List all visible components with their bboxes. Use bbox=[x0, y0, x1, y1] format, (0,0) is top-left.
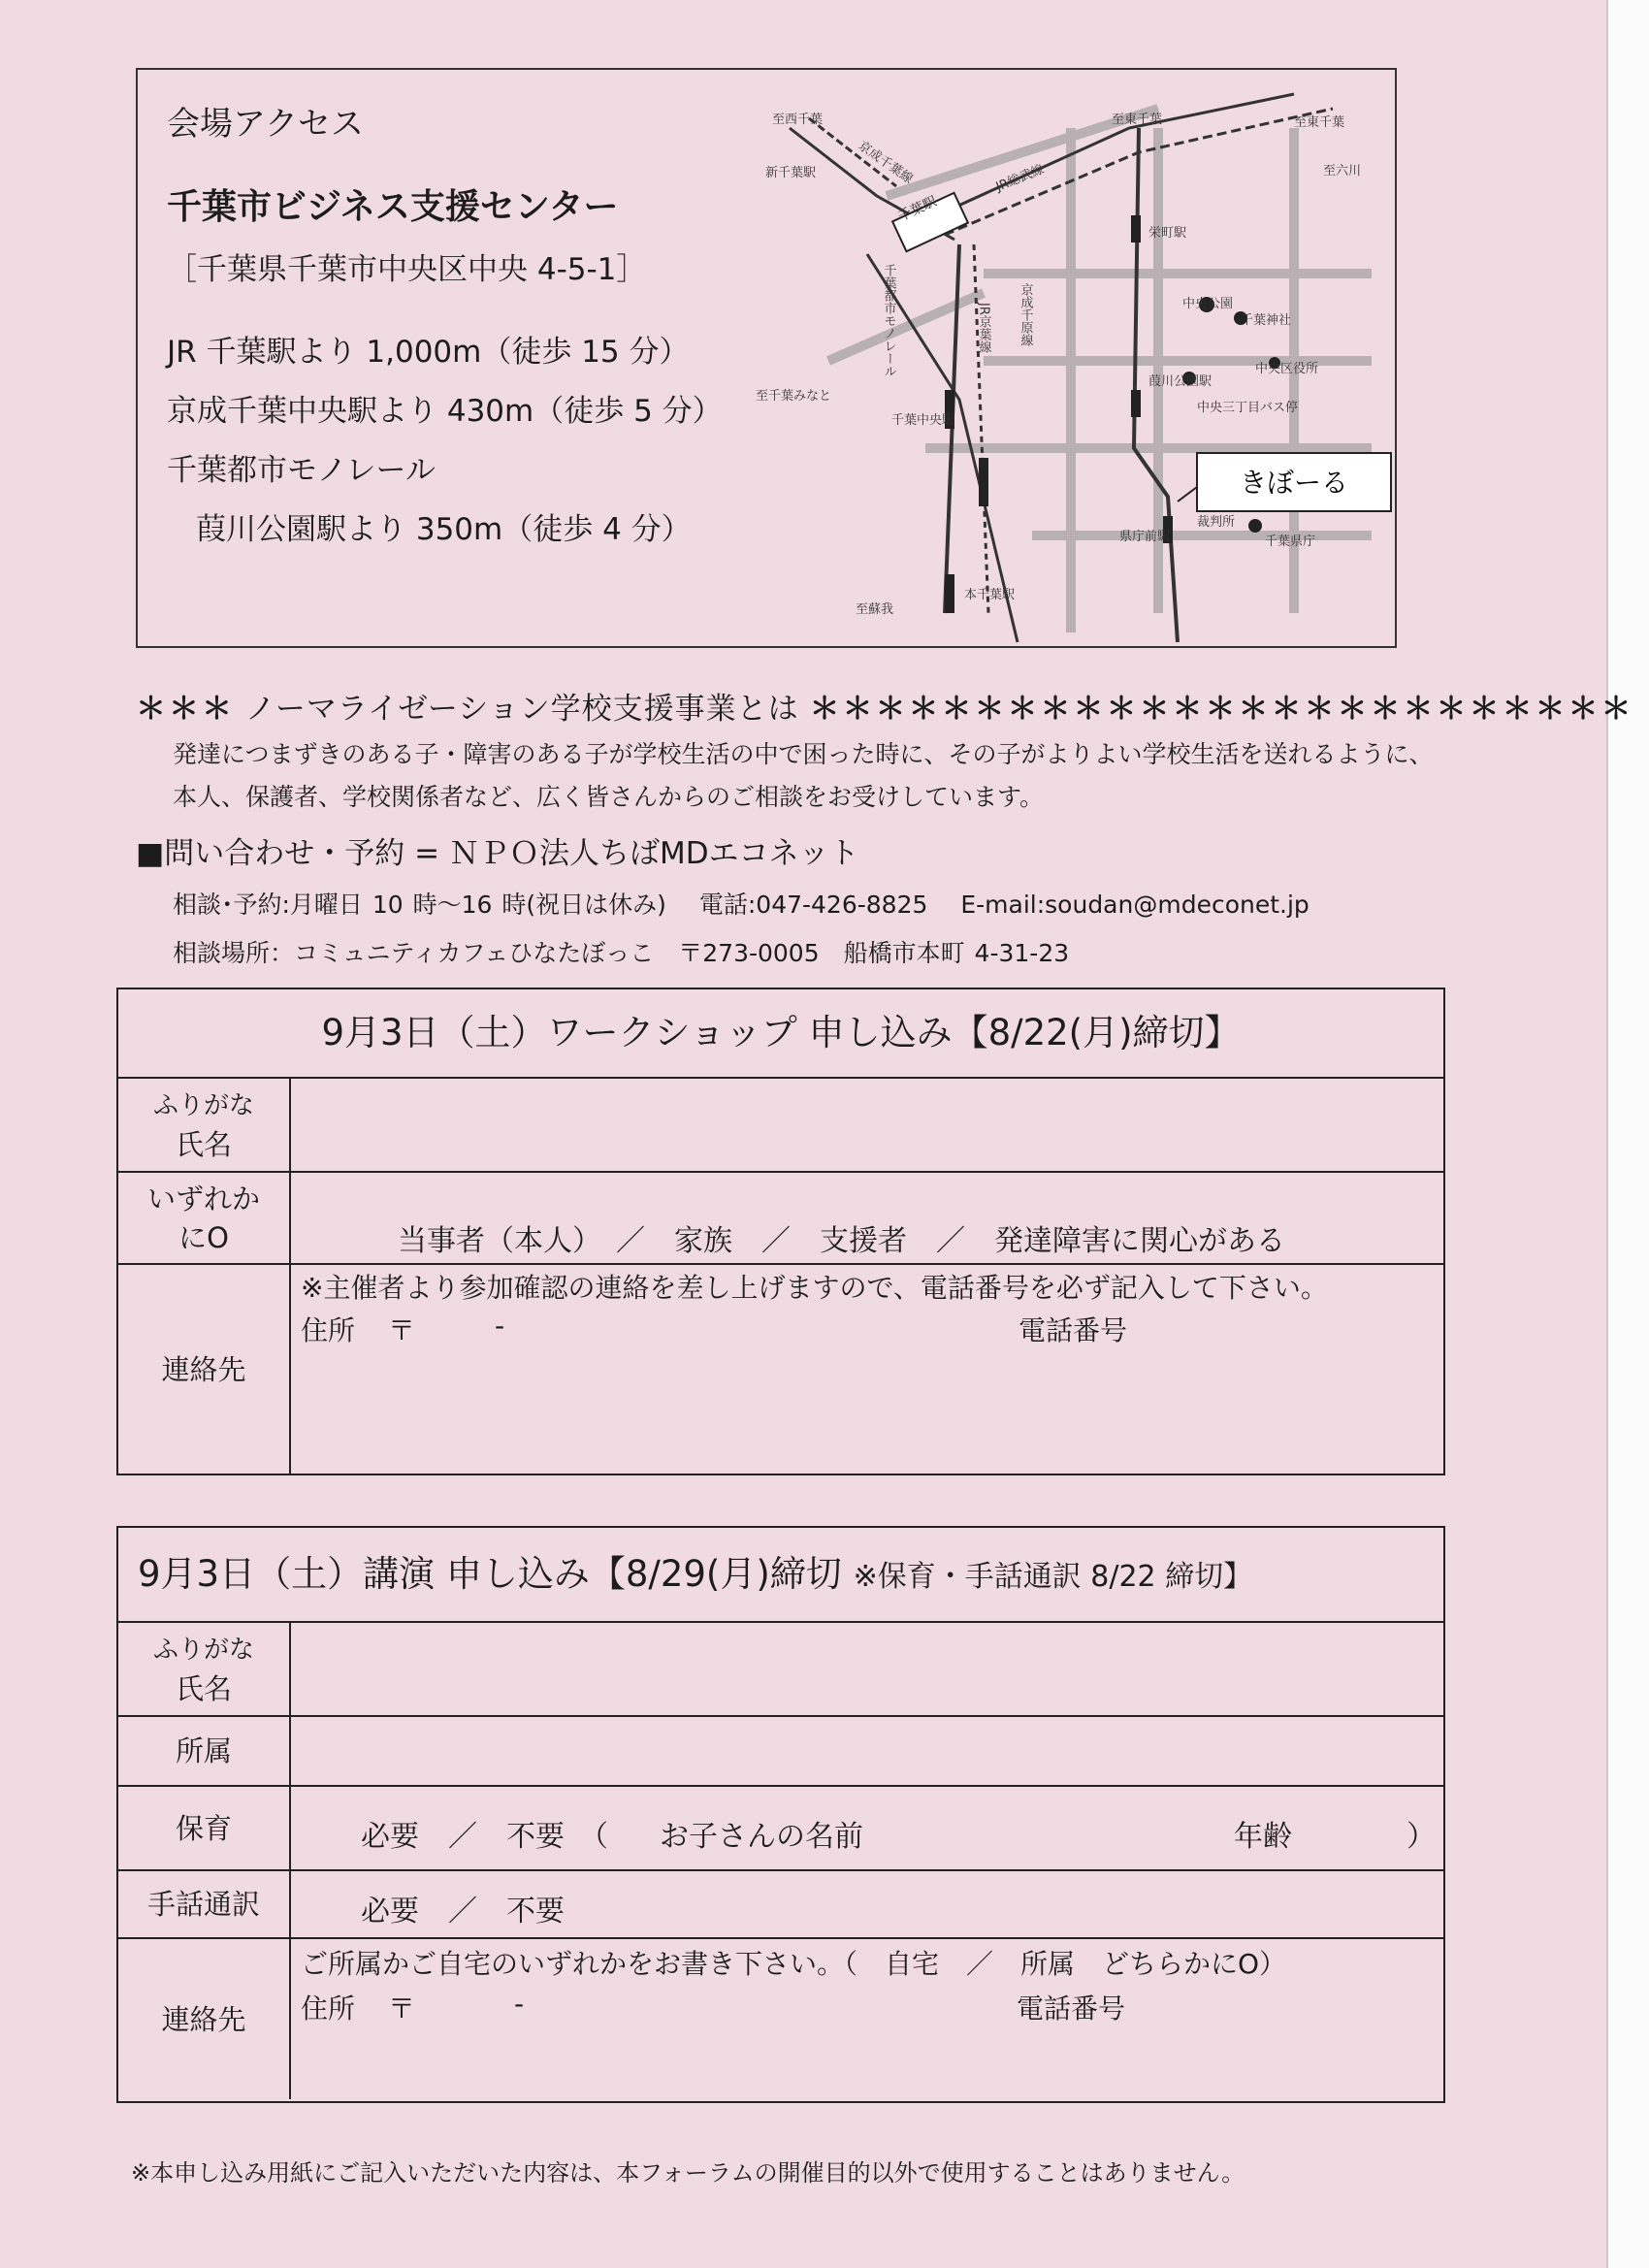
map-label: 千葉駅 bbox=[895, 193, 940, 225]
map-label: 中央三丁目バス停 bbox=[1197, 401, 1299, 415]
contact-note: ご所属かご自宅のいずれかをお書き下さい。（ 自宅 ／ 所属 どちらかにO） bbox=[301, 1948, 1287, 1980]
privacy-note: ※本申し込み用紙にご記入いただいた内容は、本フォーラムの開催目的以外で使用することはありません。 bbox=[131, 2159, 1245, 2187]
map-label: 至六川 bbox=[1323, 164, 1362, 178]
affiliation-label: 所属 bbox=[175, 1734, 232, 1767]
postal-dash: - bbox=[495, 1310, 505, 1342]
lecture-form bbox=[116, 1526, 1445, 2103]
contact-label: 連絡先 bbox=[161, 2002, 246, 2036]
furigana-label: ふりがな bbox=[152, 1635, 254, 1665]
contact-label-cell bbox=[118, 1265, 291, 1474]
choice-label-cell bbox=[118, 1173, 291, 1263]
info-heading bbox=[136, 684, 1634, 728]
heading-stars-right: ＊＊＊＊＊＊＊＊＊＊＊＊＊＊＊＊＊＊＊＊＊＊＊＊＊ bbox=[809, 692, 1634, 727]
map-label: 京成千葉線 bbox=[855, 138, 916, 187]
sign-label-cell bbox=[118, 1871, 291, 1937]
sign-language-options[interactable]: 必要 ／ 不要 bbox=[361, 1895, 565, 1928]
map-label: 中央区役所 bbox=[1255, 362, 1319, 376]
access-title: 会場アクセス bbox=[167, 105, 364, 144]
map-label: 至東千葉 bbox=[1112, 113, 1163, 127]
sign-language-field[interactable] bbox=[291, 1871, 1443, 1937]
childcare-options[interactable]: 必要 ／ 不要 （ bbox=[361, 1820, 608, 1854]
contact-label-cell bbox=[118, 1939, 291, 2099]
map-label: 千葉県庁 bbox=[1265, 535, 1316, 549]
heading-stars-left: ＊＊＊ bbox=[136, 692, 235, 727]
access-keisei: 京成千葉中央駅より 430m（徒歩 5 分） bbox=[167, 394, 723, 429]
address-label: 住所 bbox=[301, 1314, 356, 1346]
map-label: 裁判所 bbox=[1197, 515, 1236, 530]
postal-mark: 〒 bbox=[388, 1314, 416, 1346]
map-label: 京成千原線 bbox=[1018, 283, 1033, 346]
map-label: 至西千葉 bbox=[772, 113, 824, 127]
lecture-affiliation-row bbox=[118, 1715, 1443, 1785]
workshop-choice-field[interactable] bbox=[291, 1173, 1443, 1263]
workshop-contact-row bbox=[118, 1263, 1443, 1474]
info-heading-text: ノーマライゼーション学校支援事業とは bbox=[244, 692, 799, 727]
childcare-field[interactable] bbox=[291, 1787, 1443, 1869]
contact-note: ※主催者より参加確認の連絡を差し上げますので、電話番号を必ず記入して下さい。 bbox=[301, 1272, 1328, 1304]
name-label-cell bbox=[118, 1623, 291, 1715]
email-address[interactable]: E-mail:soudan@mdeconet.jp bbox=[960, 891, 1310, 919]
childcare-row bbox=[118, 1785, 1443, 1869]
workshop-form bbox=[116, 988, 1445, 1475]
workshop-name-field[interactable] bbox=[291, 1079, 1443, 1171]
child-name-label: お子さんの名前 bbox=[660, 1820, 863, 1854]
childcare-label-cell bbox=[118, 1787, 291, 1869]
venue-name: 千葉市ビジネス支援センター bbox=[167, 187, 619, 227]
affiliation-field[interactable] bbox=[291, 1717, 1443, 1785]
close-paren: ） bbox=[1406, 1820, 1436, 1854]
map-venue-label: きぼーる bbox=[1239, 467, 1349, 499]
lecture-title-note: ※保育・手話通訳 8/22 締切】 bbox=[853, 1560, 1253, 1594]
attendee-type-options[interactable]: 当事者（本人） ／ 家族 ／ 支援者 ／ 発達障害に関心がある bbox=[398, 1224, 1285, 1258]
phone-number: 電話:047-426-8825 bbox=[698, 891, 928, 919]
page-edge bbox=[1606, 0, 1649, 2268]
map-label: JR総武線 bbox=[993, 162, 1047, 195]
map-label: 本千葉駅 bbox=[964, 588, 1016, 602]
access-text bbox=[167, 87, 768, 564]
name-label-cell bbox=[118, 1079, 291, 1171]
map-label: 県庁前駅 bbox=[1119, 530, 1171, 544]
map-label: 至蘇我 bbox=[856, 602, 894, 617]
map-label: 葭川公園駅 bbox=[1148, 374, 1212, 389]
contact-details bbox=[173, 886, 1436, 921]
access-box bbox=[136, 68, 1397, 648]
postal-mark: 〒 bbox=[388, 1993, 416, 2025]
workshop-contact-field[interactable] bbox=[291, 1265, 1443, 1474]
map-label: JR京葉線 bbox=[976, 303, 991, 353]
access-map bbox=[751, 70, 1397, 646]
map-label: 至千葉みなと bbox=[756, 389, 832, 404]
lecture-form-title bbox=[118, 1528, 1443, 1623]
phone-label: 電話番号 bbox=[1018, 1314, 1128, 1346]
info-section bbox=[136, 684, 1634, 969]
consult-hours: 相談･予約:月曜日 10 時～16 時(祝日は休み) bbox=[173, 891, 666, 919]
child-age-label: 年齢 bbox=[1234, 1820, 1292, 1854]
sign-language-row bbox=[118, 1869, 1443, 1937]
info-body: 発達につまずきのある子・障害のある子が学校生活の中で困った時に、その子がよりよい学校生活を送れるように、本人、保護者、学校関係者など、広く皆さんからのご相談をお受けしています。 bbox=[173, 740, 1434, 811]
contact-heading: ■問い合わせ・予約 = ＮＰＯ法人ちばMDエコネット bbox=[136, 836, 859, 871]
affiliation-label-cell bbox=[118, 1717, 291, 1785]
map-label: 新千葉駅 bbox=[765, 166, 817, 180]
map-label: 千葉中央駅 bbox=[891, 413, 955, 428]
postal-dash: - bbox=[514, 1988, 525, 2020]
access-monorail: 千葉都市モノレール bbox=[167, 453, 436, 488]
lecture-contact-row bbox=[118, 1937, 1443, 2099]
choice-label-1: いずれか bbox=[146, 1182, 260, 1215]
map-label: 中央公園 bbox=[1182, 297, 1234, 311]
map-label: 千葉神社 bbox=[1241, 313, 1292, 328]
map-label: 至東千葉 bbox=[1294, 115, 1345, 130]
contact-label: 連絡先 bbox=[161, 1352, 246, 1386]
name-label: 氏名 bbox=[175, 1127, 232, 1161]
map-label: 千葉都市モノレール bbox=[881, 264, 896, 377]
furigana-label: ふりがな bbox=[152, 1090, 254, 1120]
workshop-name-row bbox=[118, 1079, 1443, 1171]
sign-language-label: 手話通訳 bbox=[146, 1888, 260, 1921]
map-label: 栄町駅 bbox=[1148, 226, 1187, 241]
lecture-contact-field[interactable] bbox=[291, 1939, 1443, 2099]
childcare-label: 保育 bbox=[175, 1811, 232, 1845]
venue-address: ［千葉県千葉市中央区中央 4-5-1］ bbox=[167, 252, 647, 287]
workshop-choice-row bbox=[118, 1171, 1443, 1263]
access-jr: JR 千葉駅より 1,000m（徒歩 15 分） bbox=[167, 335, 690, 370]
consult-place: 相談場所：コミュニティカフェひなたぼっこ 〒273-0005 船橋市本町 4-31-23 bbox=[173, 939, 1070, 967]
lecture-title-text: 9月3日（土）講演 申し込み【8/29(月)締切 bbox=[138, 1553, 842, 1595]
lecture-name-row bbox=[118, 1623, 1443, 1715]
lecture-name-field[interactable] bbox=[291, 1623, 1443, 1715]
address-label: 住所 bbox=[301, 1993, 356, 2025]
access-monorail-station: 葭川公園駅より 350m（徒歩 4 分） bbox=[196, 512, 692, 547]
choice-label-2: にO bbox=[178, 1220, 229, 1254]
phone-label: 電話番号 bbox=[1017, 1993, 1126, 2025]
workshop-form-title: 9月3日（土）ワークショップ 申し込み【8/22(月)締切】 bbox=[118, 989, 1443, 1079]
name-label: 氏名 bbox=[175, 1671, 232, 1705]
